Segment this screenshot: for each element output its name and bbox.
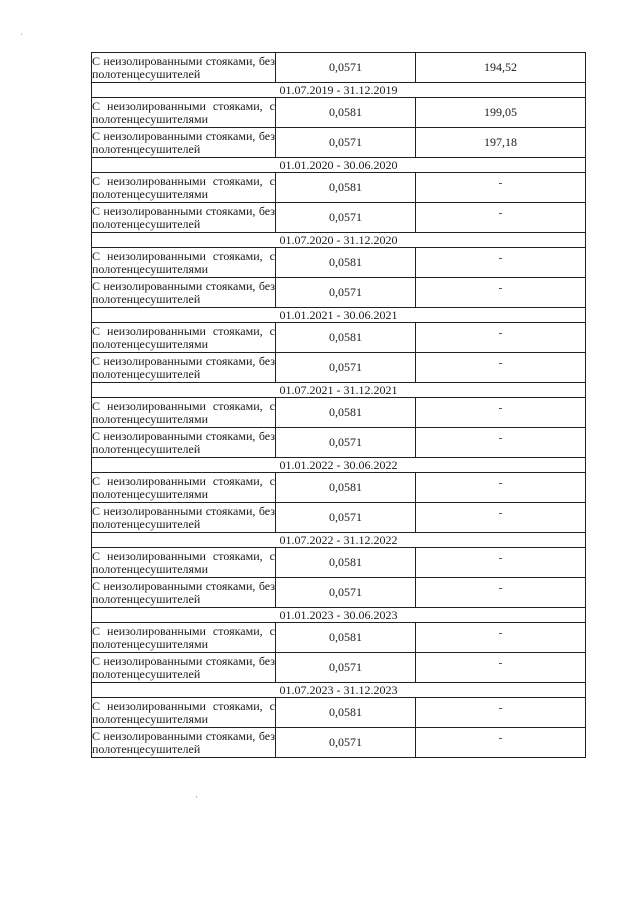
norm-cell: 0,0571 bbox=[276, 203, 416, 233]
tariff-cell bbox=[416, 203, 586, 233]
norm-cell: 0,0581 bbox=[276, 473, 416, 503]
tariff-dash: - bbox=[498, 732, 503, 744]
description-cell: С неизолированными стояками, с полотенцесушителями bbox=[92, 173, 275, 201]
tariff-dash: - bbox=[498, 582, 503, 594]
table-row bbox=[92, 428, 586, 458]
norm-cell: 0,0581 bbox=[276, 548, 416, 578]
tariff-cell bbox=[416, 548, 586, 578]
period-label: 01.01.2023 - 30.06.2023 bbox=[92, 608, 586, 623]
tariff-dash: - bbox=[498, 432, 503, 444]
description-cell: С неизолированными стояками, без полотенцесушителей bbox=[92, 578, 275, 606]
tariff-cell bbox=[416, 473, 586, 503]
tariff-cell: 199,05 bbox=[416, 98, 586, 128]
tariff-dash: - bbox=[498, 552, 503, 564]
norm-cell: 0,0581 bbox=[276, 248, 416, 278]
norm-cell: 0,0581 bbox=[276, 698, 416, 728]
tariff-cell bbox=[416, 428, 586, 458]
table-row bbox=[92, 128, 586, 158]
norm-cell: 0,0571 bbox=[276, 578, 416, 608]
tariff-cell bbox=[416, 653, 586, 683]
norm-cell: 0,0581 bbox=[276, 623, 416, 653]
description-cell: С неизолированными стояками, с полотенцесушителями bbox=[92, 548, 275, 576]
table-row bbox=[92, 578, 586, 608]
period-label: 01.01.2021 - 30.06.2021 bbox=[92, 308, 586, 323]
norm-cell: 0,0571 bbox=[276, 503, 416, 533]
description-cell: С неизолированными стояками, с полотенцесушителями bbox=[92, 698, 275, 726]
period-label: 01.07.2020 - 31.12.2020 bbox=[92, 233, 586, 248]
tariff-dash: - bbox=[498, 357, 503, 369]
table-row bbox=[92, 473, 586, 503]
description-cell: С неизолированными стояками, с полотенцесушителями bbox=[92, 323, 275, 351]
period-row bbox=[92, 533, 586, 548]
table-row bbox=[92, 653, 586, 683]
scan-mark: · bbox=[195, 792, 198, 802]
description-cell: С неизолированными стояками, с полотенцесушителями bbox=[92, 473, 275, 501]
norm-cell: 0,0571 bbox=[276, 353, 416, 383]
tariff-dash: - bbox=[498, 477, 503, 489]
tariff-cell bbox=[416, 173, 586, 203]
norm-cell: 0,0581 bbox=[276, 398, 416, 428]
tariff-cell: 197,18 bbox=[416, 128, 586, 158]
period-label: 01.07.2019 - 31.12.2019 bbox=[92, 83, 586, 98]
tariff-cell bbox=[416, 503, 586, 533]
tariff-cell bbox=[416, 278, 586, 308]
tariff-dash: - bbox=[498, 177, 503, 189]
period-label: 01.01.2020 - 30.06.2020 bbox=[92, 158, 586, 173]
description-cell: С неизолированными стояками, без полотенцесушителей bbox=[92, 353, 275, 381]
period-label: 01.07.2021 - 31.12.2021 bbox=[92, 383, 586, 398]
description-cell: С неизолированными стояками, с полотенцесушителями bbox=[92, 623, 275, 651]
description-cell: С неизолированными стояками, без полотенцесушителей bbox=[92, 278, 275, 306]
table-row bbox=[92, 173, 586, 203]
period-row bbox=[92, 158, 586, 173]
tariff-table bbox=[91, 52, 586, 758]
tariff-cell: 194,52 bbox=[416, 53, 586, 83]
tariff-dash: - bbox=[498, 627, 503, 639]
table-row bbox=[92, 248, 586, 278]
description-cell: С неизолированными стояками, без полотенцесушителей bbox=[92, 728, 275, 756]
norm-cell: 0,0581 bbox=[276, 98, 416, 128]
tariff-dash: - bbox=[498, 207, 503, 219]
table-row bbox=[92, 53, 586, 83]
table-row bbox=[92, 353, 586, 383]
period-label: 01.07.2022 - 31.12.2022 bbox=[92, 533, 586, 548]
tariff-cell bbox=[416, 323, 586, 353]
tariff-dash: - bbox=[498, 282, 503, 294]
tariff-cell bbox=[416, 398, 586, 428]
period-label: 01.01.2022 - 30.06.2022 bbox=[92, 458, 586, 473]
table-row bbox=[92, 728, 586, 758]
table-row bbox=[92, 278, 586, 308]
description-cell: С неизолированными стояками, без полотенцесушителей bbox=[92, 53, 275, 81]
period-row bbox=[92, 308, 586, 323]
table-row bbox=[92, 698, 586, 728]
description-cell: С неизолированными стояками, с полотенцесушителями bbox=[92, 398, 275, 426]
table-row bbox=[92, 98, 586, 128]
tariff-cell bbox=[416, 728, 586, 758]
norm-cell: 0,0571 bbox=[276, 653, 416, 683]
tariff-table-body bbox=[92, 53, 586, 758]
tariff-dash: - bbox=[498, 507, 503, 519]
norm-cell: 0,0571 bbox=[276, 278, 416, 308]
period-row bbox=[92, 608, 586, 623]
period-label: 01.07.2023 - 31.12.2023 bbox=[92, 683, 586, 698]
description-cell: С неизолированными стояками, с полотенцесушителями bbox=[92, 248, 275, 276]
period-row bbox=[92, 683, 586, 698]
tariff-cell bbox=[416, 578, 586, 608]
tariff-dash: - bbox=[498, 657, 503, 669]
period-row bbox=[92, 83, 586, 98]
period-row bbox=[92, 458, 586, 473]
table-row bbox=[92, 548, 586, 578]
description-cell: С неизолированными стояками, без полотенцесушителей bbox=[92, 428, 275, 456]
tariff-dash: - bbox=[498, 402, 503, 414]
table-row bbox=[92, 323, 586, 353]
description-cell: С неизолированными стояками, без полотенцесушителей bbox=[92, 653, 275, 681]
tariff-cell bbox=[416, 623, 586, 653]
description-cell: С неизолированными стояками, без полотенцесушителей bbox=[92, 503, 275, 531]
table-row bbox=[92, 623, 586, 653]
period-row bbox=[92, 233, 586, 248]
tariff-cell bbox=[416, 353, 586, 383]
tariff-dash: - bbox=[498, 252, 503, 264]
norm-cell: 0,0571 bbox=[276, 728, 416, 758]
norm-cell: 0,0581 bbox=[276, 323, 416, 353]
table-row bbox=[92, 203, 586, 233]
tariff-dash: - bbox=[498, 702, 503, 714]
description-cell: С неизолированными стояками, с полотенцесушителями bbox=[92, 98, 275, 126]
norm-cell: 0,0581 bbox=[276, 173, 416, 203]
description-cell: С неизолированными стояками, без полотенцесушителей bbox=[92, 128, 275, 156]
scan-mark: ˙ bbox=[20, 32, 23, 42]
period-row bbox=[92, 383, 586, 398]
tariff-cell bbox=[416, 698, 586, 728]
norm-cell: 0,0571 bbox=[276, 53, 416, 83]
tariff-cell bbox=[416, 248, 586, 278]
tariff-dash: - bbox=[498, 327, 503, 339]
table-row bbox=[92, 398, 586, 428]
norm-cell: 0,0571 bbox=[276, 128, 416, 158]
norm-cell: 0,0571 bbox=[276, 428, 416, 458]
table-row bbox=[92, 503, 586, 533]
description-cell: С неизолированными стояками, без полотенцесушителей bbox=[92, 203, 275, 231]
